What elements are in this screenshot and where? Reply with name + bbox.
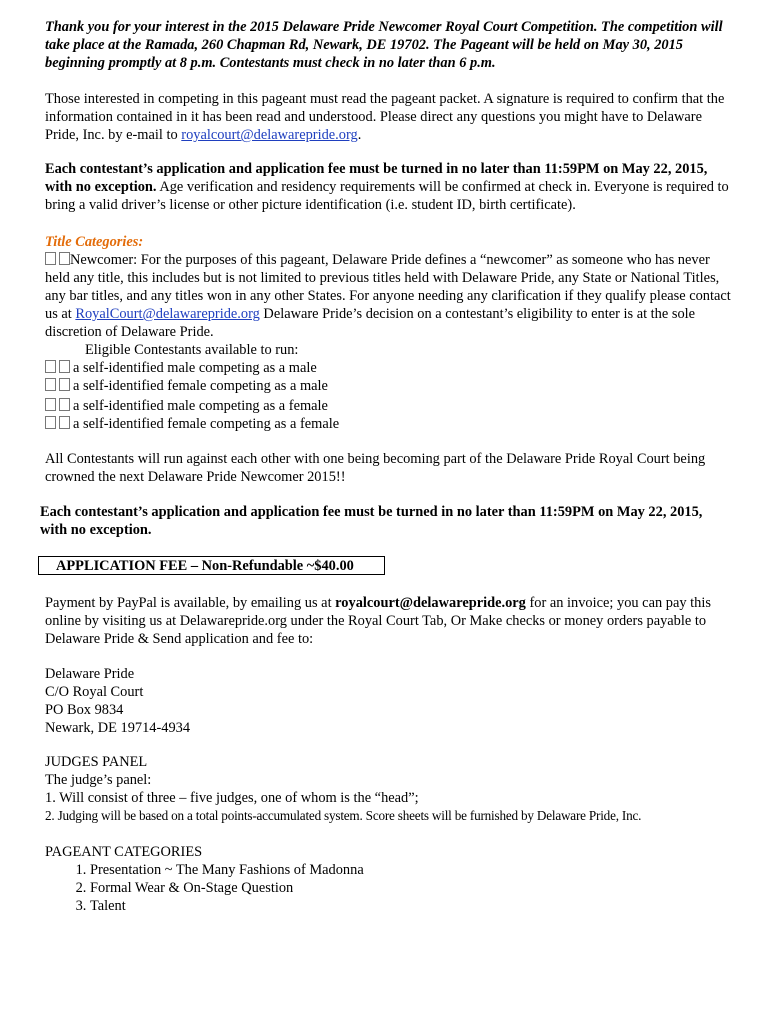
checkbox-icon xyxy=(45,252,56,265)
newcomer-paragraph xyxy=(45,251,735,341)
checkbox-icon xyxy=(45,398,56,411)
royalcourt-email-link[interactable]: royalcourt@delawarepride.org xyxy=(181,127,358,143)
checkbox-icon xyxy=(59,252,70,265)
newcomer-text: Newcomer: For the purposes of this pageant, Delaware Pride defines a “newcomer” as someone who has never held any title, this includes but is not limited to previous titles held with Delaware Pride, any State or National Titles, any bar titles, and any titles won in any other States. For anyone needing any clarification if they qualify please contact us at xyxy=(45,252,731,322)
payment-paragraph xyxy=(45,594,735,648)
checkbox-icon xyxy=(45,360,56,373)
eligible-item-label: a self-identified male competing as a male xyxy=(73,360,317,376)
packet-end: . xyxy=(357,127,362,143)
packet-paragraph xyxy=(45,90,735,144)
list-item: 3. Talent xyxy=(90,897,735,915)
address-line: PO Box 9834 xyxy=(45,702,124,718)
deadline-rest: Age verification and residency requirements will be confirmed at check in. Everyone is required to bring a valid driver’s license or other picture identification (i.e. student ID, birth certificate). xyxy=(45,179,729,213)
judges-panel-section xyxy=(45,753,735,825)
pageant-categories-section xyxy=(45,843,735,915)
checkbox-icon xyxy=(59,416,70,429)
eligible-item-label: a self-identified female competing as a female xyxy=(73,416,340,432)
title-categories-section xyxy=(45,233,735,433)
application-fee-box: APPLICATION FEE – Non-Refundable ~$40.00 xyxy=(38,556,385,575)
list-item: 1. Presentation ~ The Many Fashions of Madonna xyxy=(90,861,735,879)
address-line: C/O Royal Court xyxy=(45,684,144,700)
eligible-item-label: a self-identified male competing as a female xyxy=(73,398,328,414)
payment-before: Payment by PayPal is available, by emailing us at xyxy=(45,595,336,611)
deadline-repeat-paragraph: Each contestant’s application and application fee must be turned in no later than 11:59PM on May 22, 2015, with no exception. xyxy=(40,504,703,538)
checkbox-icon xyxy=(59,360,70,373)
pageant-categories-heading: PAGEANT CATEGORIES xyxy=(45,844,203,860)
newcomer-end: Delaware Pride’s decision on a contestant’s eligibility to enter is at the sole discretion of Delaware Pride. xyxy=(45,306,696,340)
judges-item: 2. Judging will be based on a total points-accumulated system. Score sheets will be furnished by Delaware Pride, Inc. xyxy=(45,808,642,823)
eligible-item xyxy=(45,397,735,415)
payment-after: for an invoice; you can pay this online by visiting us at Delawarepride.org under the Royal Court Tab, Or Make checks or money orders payable to Delaware Pride & Send application and fee to: xyxy=(45,595,711,647)
pageant-categories-list xyxy=(45,861,735,915)
all-contestants-paragraph: All Contestants will run against each other with one being becoming part of the Delaware Pride Royal Court being crowned the next Delaware Pride Newcomer 2015!! xyxy=(45,451,706,485)
deadline-paragraph xyxy=(45,160,735,214)
deadline-bold: Each contestant’s application and application fee must be turned in no later than 11:59PM on May 22, 2015, with no exception. xyxy=(45,161,708,195)
payment-email: royalcourt@delawarepride.org xyxy=(335,595,526,611)
checkbox-icon xyxy=(59,378,70,391)
intro-paragraph: Thank you for your interest in the 2015 Delaware Pride Newcomer Royal Court Competition. The competition will take place at the Ramada, 260 Chapman Rd, Newark, DE 19702. The Pageant will be held on May 30, 2015 beginning promptly at 8 p.m. Contestants must check in no later than 6 p.m. xyxy=(45,19,723,71)
title-categories-heading: Title Categories: xyxy=(45,234,144,250)
eligible-item xyxy=(45,359,735,377)
checkbox-icon xyxy=(59,398,70,411)
newcomer-email-link[interactable]: RoyalCourt@delawarepride.org xyxy=(75,306,260,322)
judges-item: 1. Will consist of three – five judges, one of whom is the “head”; xyxy=(45,790,419,806)
judges-heading: JUDGES PANEL xyxy=(45,754,148,770)
judges-intro: The judge’s panel: xyxy=(45,772,152,788)
address-line: Delaware Pride xyxy=(45,666,135,682)
mailing-address xyxy=(45,665,735,737)
packet-text: Those interested in competing in this pageant must read the pageant packet. A signature is required to confirm that the information contained in it has been read and understood. Please direct any questions you might have to Delaware Pride, Inc. by e-mail to xyxy=(45,91,725,143)
eligible-item-label: a self-identified female competing as a male xyxy=(73,378,328,394)
checkbox-icon xyxy=(45,378,56,391)
eligible-item xyxy=(45,377,735,395)
list-item: 2. Formal Wear & On-Stage Question xyxy=(90,879,735,897)
eligible-item xyxy=(45,415,735,433)
checkbox-icon xyxy=(45,416,56,429)
eligible-heading: Eligible Contestants available to run: xyxy=(85,342,299,358)
address-line: Newark, DE 19714-4934 xyxy=(45,720,191,736)
